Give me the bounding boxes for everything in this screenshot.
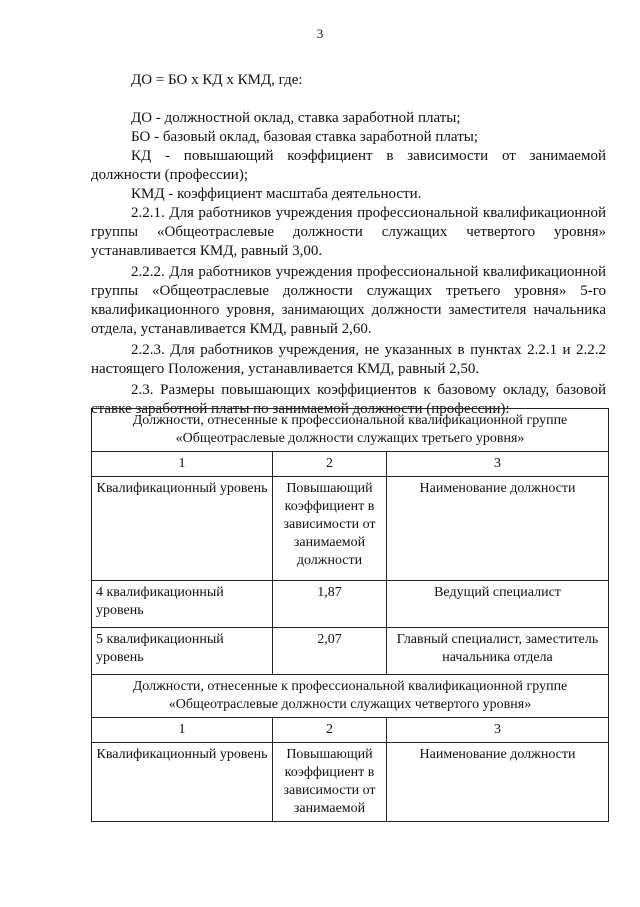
header-position: Наименование должности xyxy=(387,477,609,581)
clause-2-2-2: 2.2.2. Для работников учреждения профессиональной квалификационной группы «Общеотраслевые должности служащих третьего уровня» 5-го квалификационного уровня, занимающих должности заместителя начальника отдела, устанавливается КМД, равный 2,60. xyxy=(91,264,606,337)
group-title-line: Должности, отнесенные к профессиональной квалификационной группе xyxy=(132,679,568,694)
definition-kd: КД - повышающий коэффициент в зависимости от занимаемой должности (профессии); xyxy=(91,148,606,183)
header-coefficient: Повышающий коэффициент в зависимости от занимаемой xyxy=(273,743,387,822)
group-header-row xyxy=(92,675,609,718)
clause-2-3: 2.3. Размеры повышающих коэффициентов к базовому окладу, базовой ставке заработной платы по занимаемой должности (профессии): xyxy=(91,382,606,417)
column-number-row xyxy=(92,452,609,477)
group-title-line: «Общеотраслевые должности служащих четвертого уровня» xyxy=(168,697,532,712)
column-number: 2 xyxy=(273,452,387,477)
clause-2-2-1: 2.2.1. Для работников учреждения профессиональной квалификационной группы «Общеотраслевые должности служащих четвертого уровня» устанавливается КМД, равный 3,00. xyxy=(91,205,606,259)
header-level: Квалификационный уровень xyxy=(92,743,273,822)
cell-level: 4 квалификационный уровень xyxy=(92,581,273,628)
definition-kmd: КМД - коэффициент масштаба деятельности. xyxy=(131,186,422,202)
column-number: 1 xyxy=(92,452,273,477)
page-number: 3 xyxy=(316,26,324,41)
document-body xyxy=(91,71,606,419)
clause-2-2-3: 2.2.3. Для работников учреждения, не указанных в пунктах 2.2.1 и 2.2.2 настоящего Положения, устанавливается КМД, равный 2,50. xyxy=(91,342,606,377)
column-number-row xyxy=(92,718,609,743)
coefficients-table xyxy=(91,408,609,822)
cell-position: Ведущий специалист xyxy=(387,581,609,628)
group-title-line: Должности, отнесенные к профессиональной квалификационной группе xyxy=(132,413,568,428)
table-row xyxy=(92,581,609,628)
column-header-row xyxy=(92,743,609,822)
column-number: 1 xyxy=(92,718,273,743)
group-title-third-level xyxy=(92,409,609,452)
column-number: 3 xyxy=(387,718,609,743)
header-level: Квалификационный уровень xyxy=(92,477,273,581)
group-title-line: «Общеотраслевые должности служащих третьего уровня» xyxy=(175,431,525,446)
group-header-row xyxy=(92,409,609,452)
header-position: Наименование должности xyxy=(387,743,609,822)
column-number: 3 xyxy=(387,452,609,477)
formula: ДО = БО х КД х КМД, где: xyxy=(131,72,303,88)
cell-level: 5 квалификационный уровень xyxy=(92,628,273,675)
table-row xyxy=(92,628,609,675)
group-title-fourth-level xyxy=(92,675,609,718)
cell-coefficient: 2,07 xyxy=(273,628,387,675)
definition-do: ДО - должностной оклад, ставка заработной платы; xyxy=(131,110,461,126)
header-coefficient: Повышающий коэффициент в зависимости от занимаемой должности xyxy=(273,477,387,581)
definition-bo: БО - базовый оклад, базовая ставка заработной платы; xyxy=(131,129,479,145)
cell-coefficient: 1,87 xyxy=(273,581,387,628)
column-number: 2 xyxy=(273,718,387,743)
cell-position: Главный специалист, заместитель начальника отдела xyxy=(387,628,609,675)
column-header-row xyxy=(92,477,609,581)
